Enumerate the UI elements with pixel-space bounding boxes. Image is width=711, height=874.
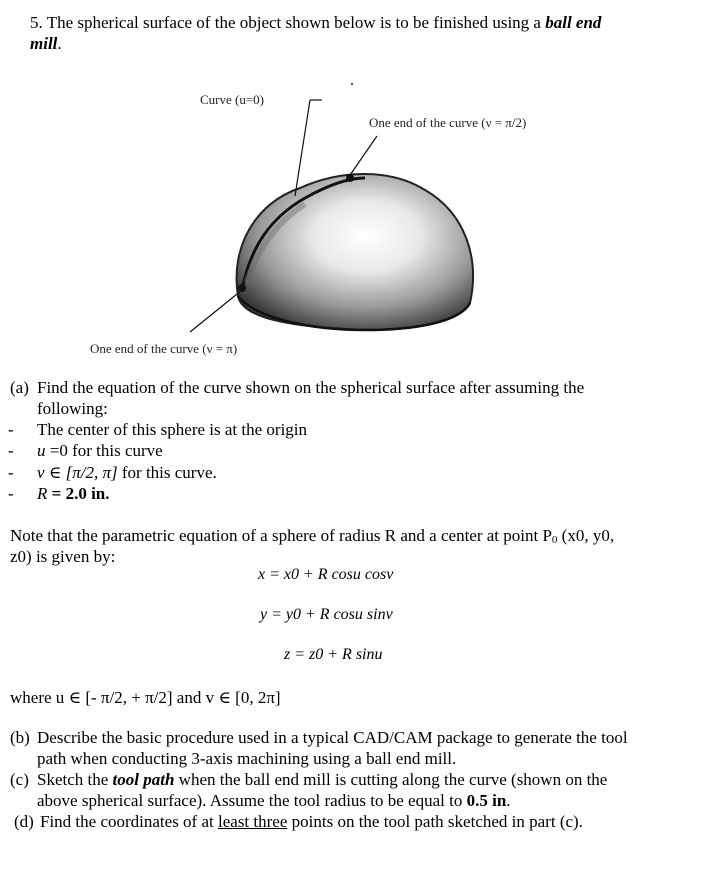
equation-x: x = x0 + R cosu cosv (258, 566, 394, 583)
part-d-marker: (d) (14, 812, 34, 831)
part-a-marker: (a) (10, 378, 29, 397)
bullet-u0: u =0 for this curve (37, 441, 163, 460)
part-c-text-2: above spherical surface). Assume the tool radius to be equal to 0.5 in. (37, 791, 511, 810)
note-line1: Note that the parametric equation of a sphere of radius R and a center at point P0 (x0, y0, (10, 526, 615, 546)
part-c-text: Sketch the tool path when the ball end mill is cutting along the curve (shown on the (37, 770, 608, 789)
label-curve-u0: Curve (u=0) (200, 92, 265, 107)
part-b-text: Describe the basic procedure used in a typical CAD/CAM package to generate the tool (37, 728, 628, 747)
equation-y: y = y0 + R cosu sinv (260, 606, 393, 623)
part-b-text-2: path when conducting 3-axis machining using a ball end mill. (37, 749, 457, 768)
curve-end-pi-marker (238, 284, 246, 292)
dome-surface (237, 174, 473, 330)
part-c-marker: (c) (10, 770, 29, 789)
part-d-text: Find the coordinates of at least three points on the tool path sketched in part (c). (40, 812, 583, 831)
note-line2: z0) is given by: (10, 547, 116, 566)
part-b-marker: (b) (10, 728, 30, 747)
parameter-domain: where u ∈ [- π/2, + π/2] and v ∈ [0, 2π] (10, 688, 281, 707)
part-a-text-2: following: (37, 399, 108, 418)
bullet-dash: - (8, 441, 14, 460)
leader-end-pi2 (348, 136, 377, 178)
equation-z: z = z0 + R sinu (284, 646, 383, 663)
part-a-text: Find the equation of the curve shown on the spherical surface after assuming the (37, 378, 585, 397)
label-end-pi: One end of the curve (ν = π) (90, 341, 238, 356)
problem-intro-line2: mill. (30, 34, 62, 53)
bullet-radius: R = 2.0 in. (37, 484, 110, 503)
label-end-pi2: One end of the curve (ν = π/2) (369, 115, 527, 130)
bullet-dash: - (8, 463, 14, 482)
bullet-dash: - (8, 420, 14, 439)
leader-end-pi (190, 290, 242, 332)
problem-intro: 5. The spherical surface of the object shown below is to be finished using a ball end (30, 13, 602, 32)
bullet-dash: - (8, 484, 14, 503)
bullet-origin: The center of this sphere is at the origin (37, 420, 308, 439)
leader-curve-u0 (295, 100, 310, 196)
bullet-v-range: v ∈ [π/2, π] for this curve. (37, 463, 217, 482)
